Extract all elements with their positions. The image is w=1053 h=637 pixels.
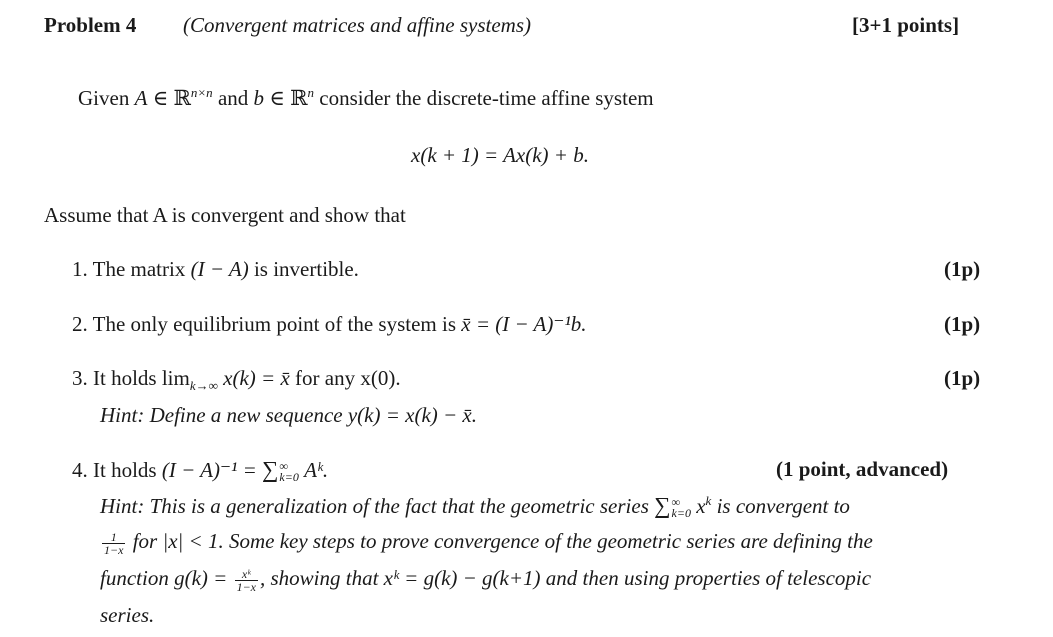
item-2-math: x̄ = (I − A)⁻¹b.: [461, 312, 587, 336]
item-3-points: (1p): [944, 366, 981, 390]
item-4-hint-label: Hint:: [100, 494, 145, 518]
problem-subtitle: (Convergent matrices and affine systems): [183, 13, 531, 37]
item-4-hint-text-1: This is a generalization of the fact that the geometric series: [149, 494, 649, 518]
item-4-hint-sum-limits: [672, 497, 691, 519]
intro-and: and: [217, 86, 249, 110]
item-4-hint-line-3: [100, 566, 871, 593]
item-4-sum-sigma: ∑: [262, 457, 279, 482]
item-4-sum-limits: [279, 461, 298, 483]
item-4: [72, 457, 328, 483]
item-3-text-post: for any x(0).: [289, 366, 401, 390]
item-4-hint-line-1: Hint: This is a generalization of the fact that the geometric series ∑ ∞ k=0 $x^k$ is convergent to: [100, 493, 850, 521]
assume-text: Assume that A is convergent and show that: [44, 203, 406, 227]
item-1-math: (I − A): [190, 257, 249, 281]
intro-matrix-A: A: [134, 86, 148, 110]
item-4-hint-fraction-1-den: 1−x: [104, 542, 124, 557]
item-4-hint-line-2: [100, 529, 873, 556]
problem-label: Problem 4: [44, 13, 137, 37]
item-3-hint: [100, 403, 477, 428]
item-4-text-pre: It holds: [93, 458, 162, 482]
item-4-hint-text-3a: function g(k) =: [100, 566, 228, 590]
intro-in-symbol: ∈: [152, 86, 169, 110]
item-4-hint-text-1b: is convergent to: [716, 494, 850, 518]
item-4-hint-sum-sub: k=0: [671, 506, 691, 521]
item-4-hint-sum-sup: ∞: [671, 495, 681, 510]
intro-line: [78, 86, 654, 111]
item-3: [72, 366, 401, 394]
item-4-hint-line-4: series.: [100, 603, 155, 627]
intro-vector-b: b: [253, 86, 265, 110]
intro-consider: consider the discrete-time affine system: [319, 86, 654, 110]
item-1-number: 1.: [72, 257, 88, 281]
item-4-hint-fraction-1: [102, 531, 125, 556]
item-2: [72, 312, 587, 337]
intro-real-set-2: ℝ: [290, 86, 308, 110]
item-4-hint-text-3b: , showing that xᵏ = g(k) − g(k+1) and then using properties of telescopic: [260, 566, 872, 590]
system-equation: x(k + 1) = Ax(k) + b.: [411, 143, 589, 167]
intro-given: Given: [78, 86, 130, 110]
item-4-sum-sub: k=0: [279, 470, 299, 485]
item-2-text-pre: The only equilibrium point of the system is: [92, 312, 462, 336]
item-1-text-pre: The matrix: [92, 257, 191, 281]
item-4-number: 4.: [72, 458, 88, 482]
item-1-points: (1p): [944, 257, 981, 281]
intro-real-set: ℝ: [173, 86, 191, 110]
item-3-math: x(k) = x̄: [217, 366, 290, 390]
item-3-number: 3.: [72, 366, 88, 390]
item-2-number: 2.: [72, 312, 88, 336]
item-4-hint-fraction-2: [235, 568, 258, 593]
item-3-lim-sub: k→∞: [189, 378, 218, 393]
problem-points: [3+1 points]: [852, 13, 960, 37]
intro-dim-nxn: n×n: [190, 85, 213, 100]
item-3-hint-label: Hint:: [100, 403, 145, 427]
item-2-points: (1p): [944, 312, 981, 336]
item-3-hint-text: Define a new sequence y(k) = x(k) − x̄.: [149, 403, 478, 427]
item-3-lim: lim: [161, 366, 190, 390]
item-1: [72, 257, 359, 282]
item-4-math-2: Aᵏ.: [304, 458, 329, 482]
item-4-sum-sup: ∞: [279, 459, 288, 474]
item-4-hint-sigma: ∑: [654, 493, 671, 518]
item-4-hint-fraction-1-num: 1: [110, 529, 117, 544]
item-1-text-post: is invertible.: [248, 257, 359, 281]
item-4-points: (1 point, advanced): [776, 457, 949, 481]
item-4-hint-fraction-2-num: xᵏ: [241, 566, 251, 581]
intro-dim-n: n: [307, 85, 315, 100]
item-4-math: (I − A)⁻¹ =: [161, 458, 262, 482]
item-4-hint-fraction-2-den: 1−x: [236, 579, 256, 594]
item-4-hint-text-2: for |x| < 1. Some key steps to prove convergence of the geometric series are defining the: [132, 529, 873, 553]
intro-in-symbol-2: ∈: [269, 86, 285, 110]
item-3-text-pre: It holds: [93, 366, 162, 390]
